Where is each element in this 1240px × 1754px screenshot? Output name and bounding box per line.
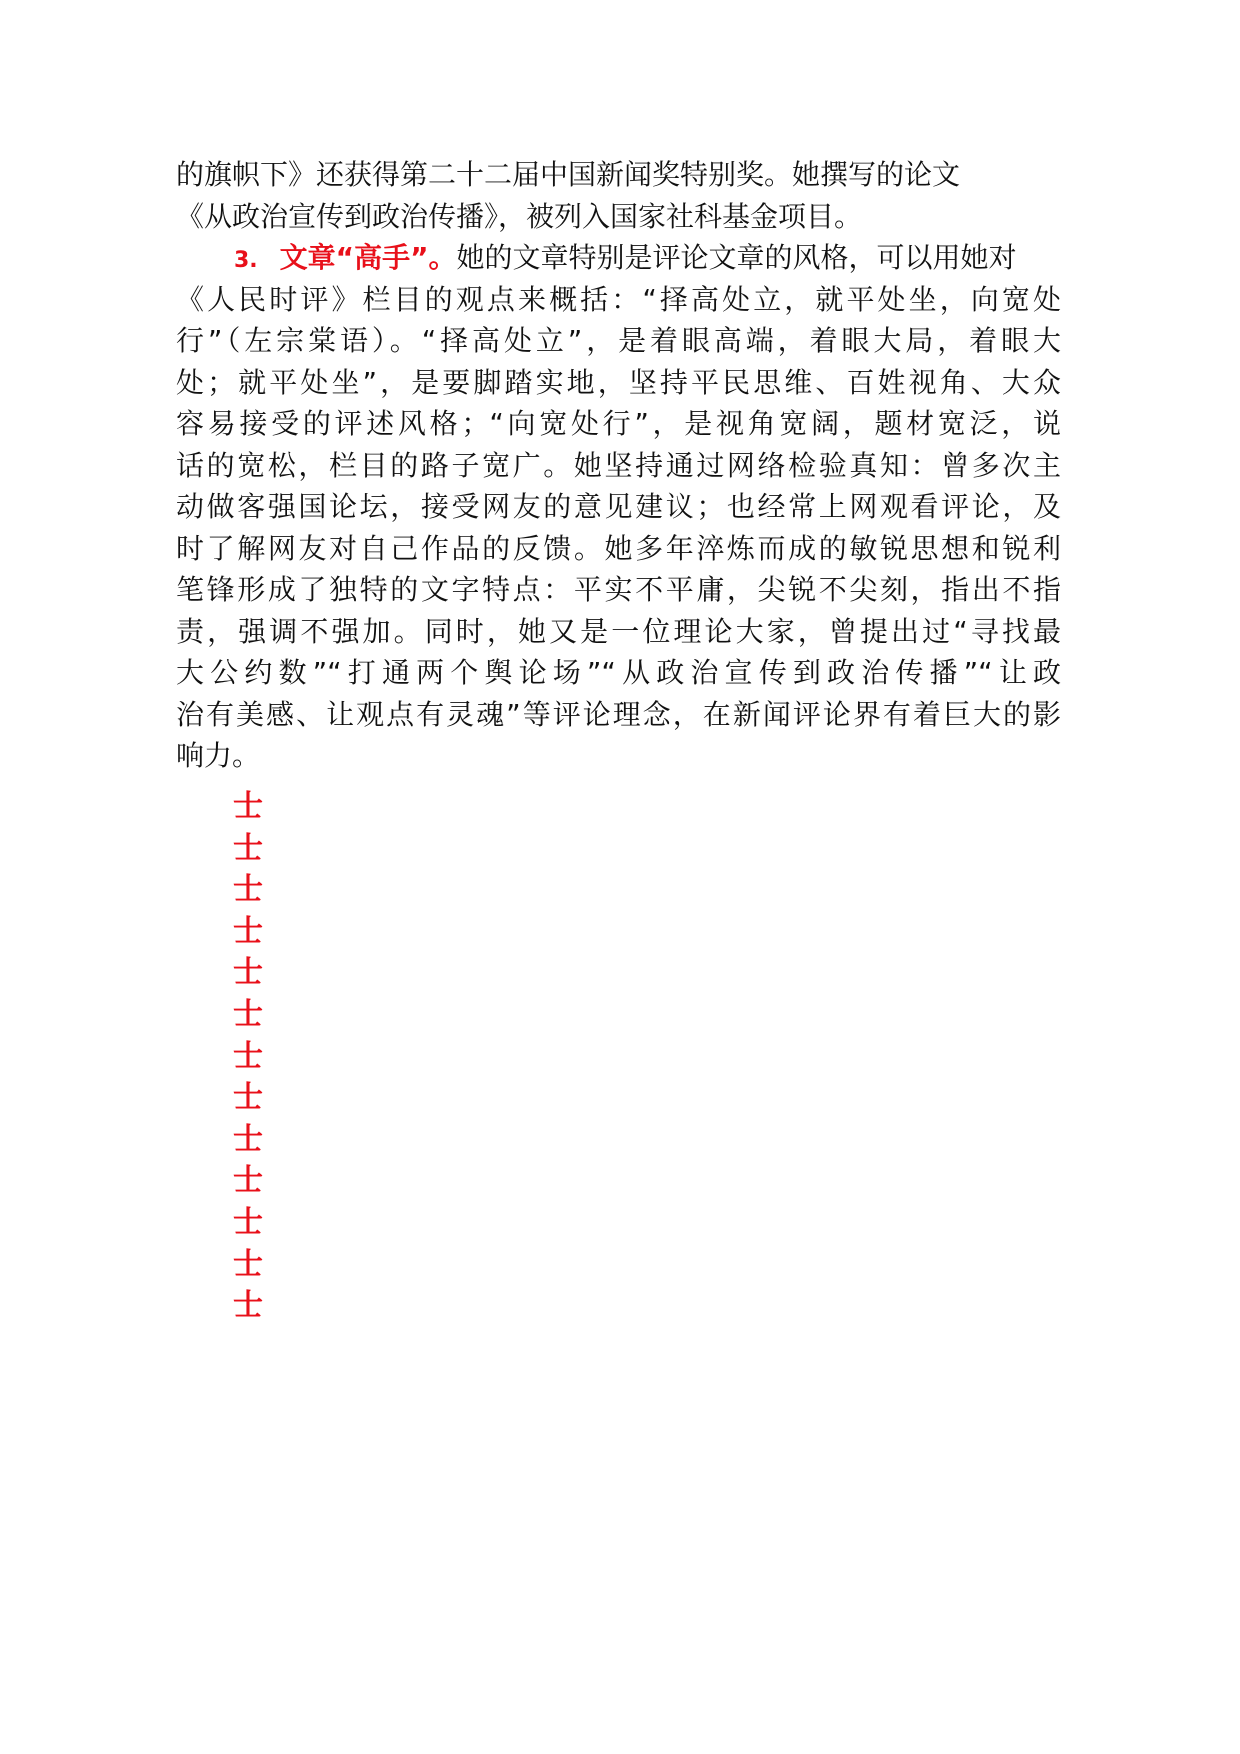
red-mark: 士 (233, 913, 263, 949)
red-mark: 士 (233, 1121, 263, 1157)
text-line: 容易接受的评述风格；“向宽处行”，是视角宽阔，题材宽泛，说 (176, 407, 1061, 440)
text-line: 话的宽松，栏目的路子宽广。她坚持通过网络检验真知：曾多次主 (176, 448, 1061, 482)
red-mark: 士 (233, 872, 263, 908)
body-text (176, 154, 1061, 777)
section-number: 3. (234, 248, 258, 273)
text-line: 的旗帜下》还获得第二十二届中国新闻奖特别奖。她撰写的论文 (176, 158, 961, 191)
red-mark: 士 (233, 789, 263, 824)
red-mark: 士 (233, 1204, 263, 1240)
red-mark: 士 (233, 1246, 263, 1282)
text-line: 《从政治宣传到政治传播》，被列入国家社科基金项目。 (176, 199, 863, 233)
section-heading-line (176, 237, 1061, 279)
red-mark: 士 (233, 1080, 263, 1116)
red-mark: 士 (233, 1038, 263, 1074)
text-line: 动做客强国论坛，接受网友的意见建议；也经常上网观看评论，及 (176, 490, 1061, 523)
text-line: 治有美感、让观点有灵魂”等评论理念，在新闻评论界有着巨大的影 (176, 697, 1061, 731)
red-mark: 士 (233, 1163, 263, 1199)
text-line: 她的文章特别是评论文章的风格，可以用她对 (456, 241, 1017, 274)
red-mark: 士 (233, 1288, 263, 1324)
text-line: 时了解网友对自己作品的反馈。她多年淬炼而成的敏锐思想和锐利 (176, 531, 1061, 565)
text-line: 行”（左宗棠语）。“择高处立”，是着眼高端，着眼大局，着眼大 (176, 324, 1061, 357)
red-mark: 士 (233, 955, 263, 991)
red-mark: 士 (233, 830, 263, 866)
text-line: 笔锋形成了独特的文字特点：平实不平庸，尖锐不尖刻，指出不指 (176, 573, 1061, 606)
red-mark-column (233, 786, 293, 1327)
text-line: 大公约数”“打通两个舆论场”“从政治宣传到政治传播”“让政 (176, 656, 1061, 689)
text-line: 责，强调不强加。同时，她又是一位理论大家，曾提出过“寻找最 (176, 614, 1061, 648)
text-line: 处；就平处坐”，是要脚踏实地，坚持平民思维、百姓视角、大众 (176, 365, 1061, 399)
text-line: 响力。 (176, 739, 261, 772)
section-heading: 文章“高手”。 (279, 241, 457, 274)
text-line: 《人民时评》栏目的观点来概括：“择高处立，就平处坐，向宽处 (176, 282, 1061, 316)
red-mark: 士 (233, 996, 263, 1032)
